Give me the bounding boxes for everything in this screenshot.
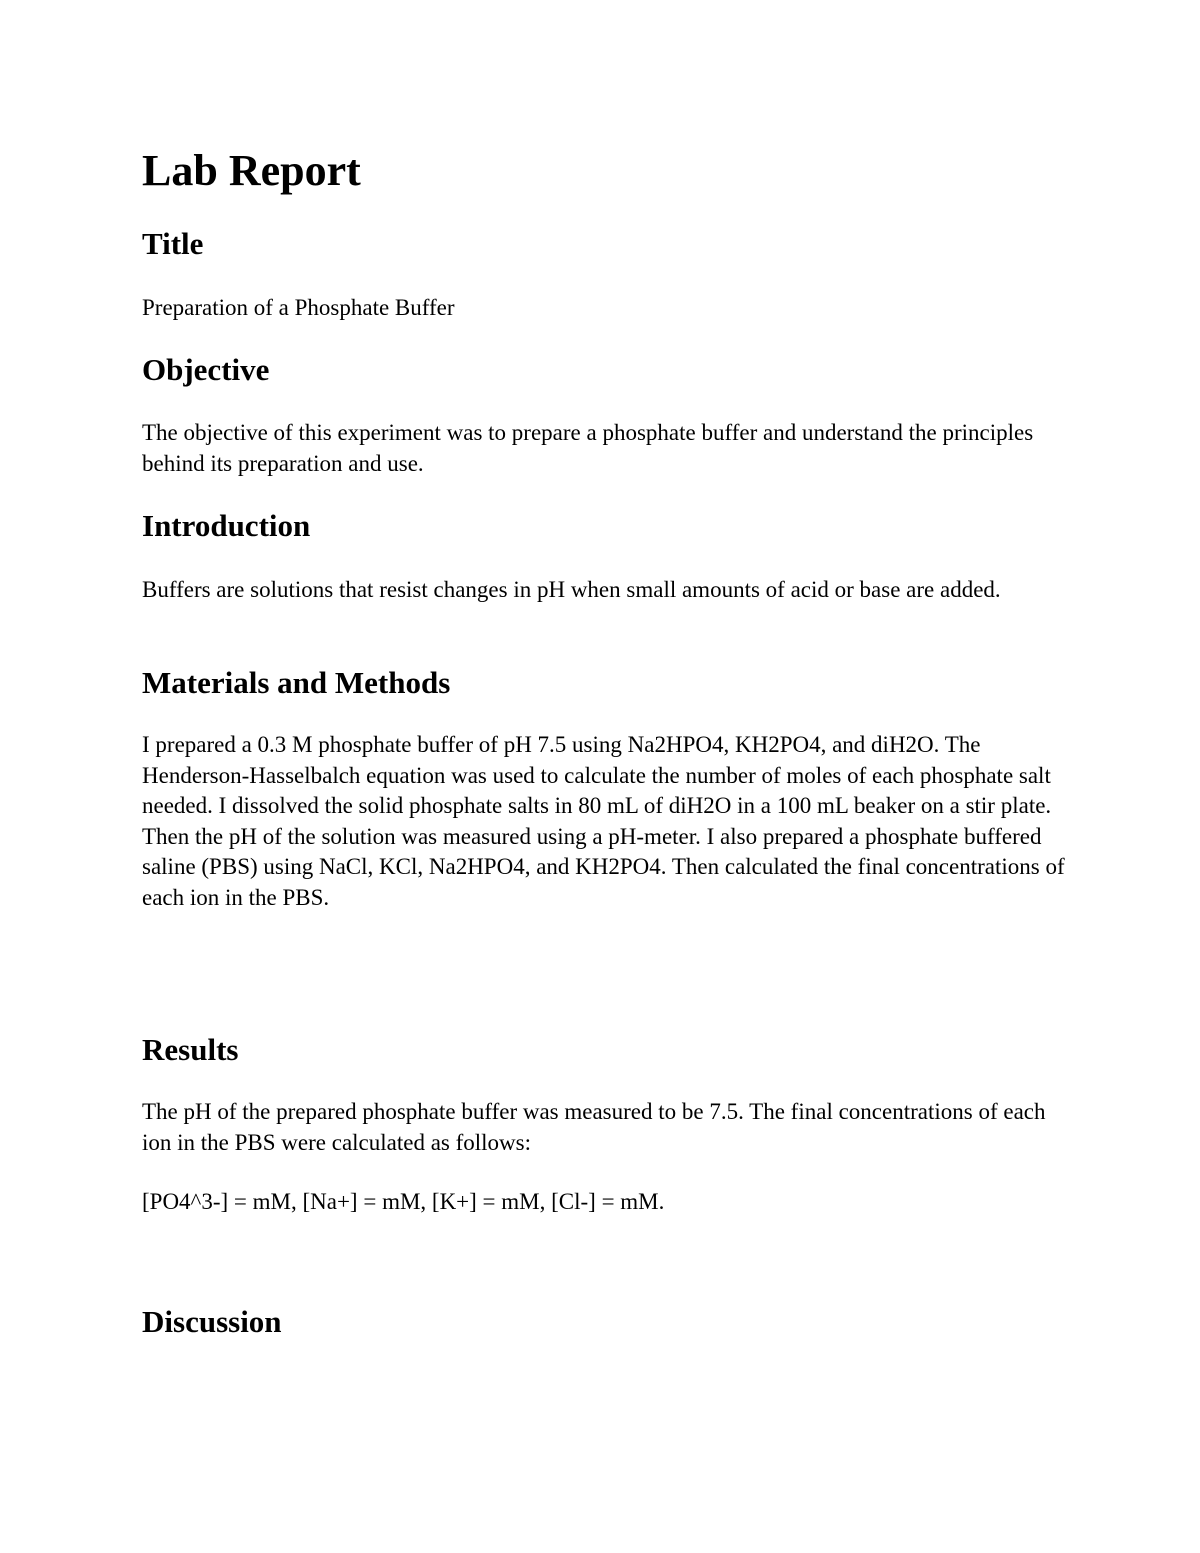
heading-objective: Objective	[142, 352, 270, 387]
objective-text: The objective of this experiment was to prepare a phosphate buffer and understand the principles behind its preparation and use.	[142, 420, 1034, 476]
heading-materials-methods: Materials and Methods	[142, 665, 451, 700]
materials-methods-text: I prepared a 0.3 M phosphate buffer of pH 7.5 using Na2HPO4, KH2PO4, and diH2O. The Henderson-Hasselbalch equation was used to calculate the number of moles of each phosphate salt needed. I dissolved the solid phosphate salts in 80 mL of diH2O in a 100 mL beaker on a stir plate. Then the pH of the solution was measured using a pH-meter. I also prepared a phosphate buffered saline (PBS) using NaCl, KCl, Na2HPO4, and KH2PO4. Then calculated the final concentrations of each ion in the PBS.	[142, 732, 1065, 910]
document-title: Lab Report	[142, 146, 361, 195]
heading-introduction: Introduction	[142, 508, 311, 543]
heading-discussion: Discussion	[142, 1304, 282, 1339]
heading-title: Title	[142, 226, 204, 261]
results-text: The pH of the prepared phosphate buffer was measured to be 7.5. The final concentrations of each ion in the PBS were calculated as follows:	[142, 1099, 1046, 1155]
introduction-text: Buffers are solutions that resist changes in pH when small amounts of acid or base are added.	[142, 577, 1001, 602]
title-text: Preparation of a Phosphate Buffer	[142, 295, 455, 320]
results-concentrations: [PO4^3-] = mM, [Na+] = mM, [K+] = mM, [Cl-] = mM.	[142, 1189, 665, 1214]
heading-results: Results	[142, 1032, 239, 1067]
